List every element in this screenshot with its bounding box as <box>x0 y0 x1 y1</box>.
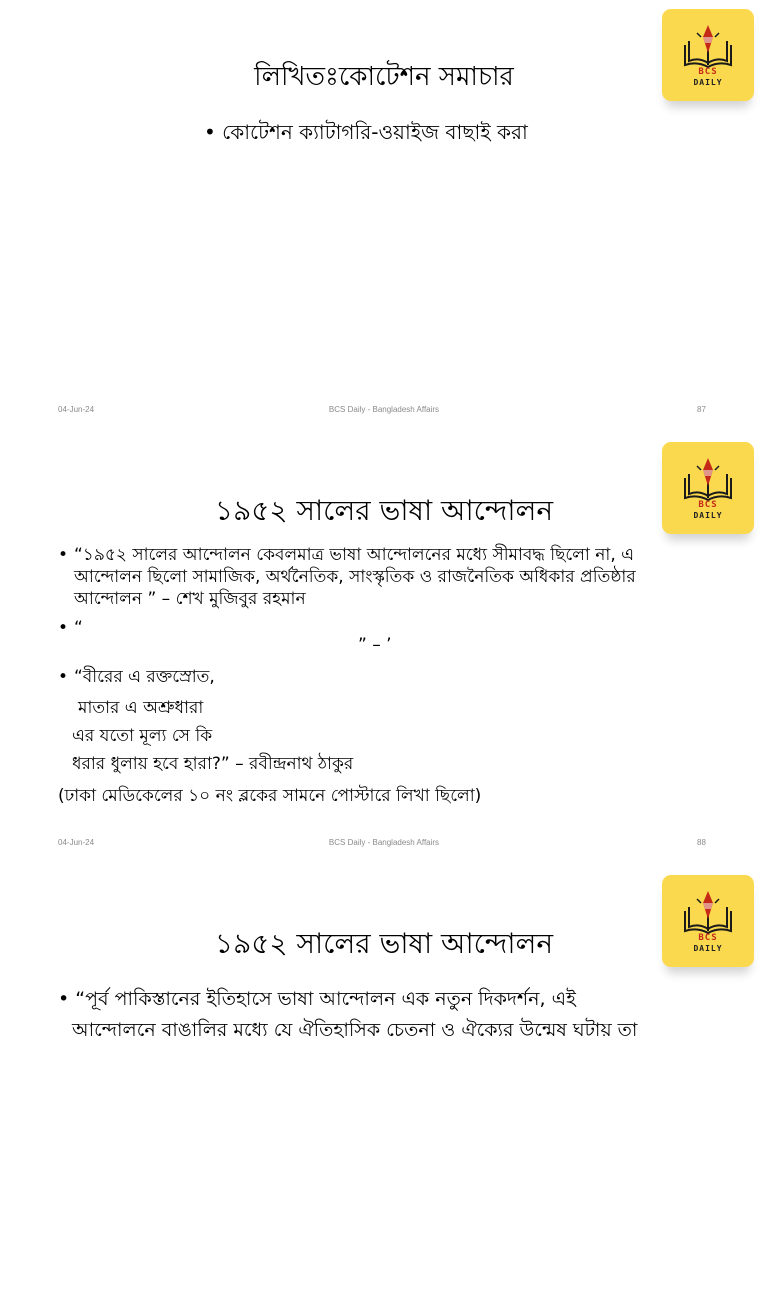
bullet-dot: • <box>58 545 69 565</box>
quote-text: “পূর্ব পাকিস্তানের ইতিহাসে ভাষা আন্দোলন এক নতুন দিকদর্শন, এই <box>75 988 576 1010</box>
slide-number: 87 <box>697 405 706 414</box>
quote-open-mark: “ <box>74 618 83 638</box>
bullet-dot: • <box>58 667 69 687</box>
poem-line: এর যতো মূল্য সে কি <box>72 726 213 746</box>
poem-line: ধরার ধুলায় হবে হারা?” – রবীন্দ্রনাথ ঠাকুর <box>72 754 354 774</box>
slide-title: ১৯৫২ সালের ভাষা আন্দোলন <box>214 494 554 527</box>
quote-line: আন্দোলন ছিলো সামাজিক, অর্থনৈতিক, সাংস্কৃতিক ও রাজনৈতিক অধিকার প্রতিষ্ঠার <box>74 567 636 587</box>
bullet-dot: • <box>58 618 69 638</box>
logo-text-bcs: BCS <box>698 500 718 510</box>
logo-text-bcs: BCS <box>698 67 718 77</box>
footer-date: 04-Jun-24 <box>58 405 95 414</box>
logo-text-daily: DAILY <box>693 78 723 87</box>
quote-line: আন্দোলনে বাঙালির মধ্যে যে ঐতিহাসিক চেতনা ও ঐক্যের উন্মেষ ঘটায় তা <box>72 1019 638 1041</box>
poem-line: মাতার এ অশ্রুধারা <box>78 698 204 718</box>
slide-number: 88 <box>697 838 706 847</box>
footer-date: 04-Jun-24 <box>58 838 95 847</box>
quote-close-mark: ” – ’ <box>358 635 392 655</box>
slide-87 <box>0 0 768 433</box>
footer-title: BCS Daily - Bangladesh Affairs <box>328 838 440 847</box>
slide-title: ১৯৫২ সালের ভাষা আন্দোলন <box>214 927 554 960</box>
quote-bullet-tagore <box>58 666 718 688</box>
bullet-item: • কোটেশন ক্যাটাগরি-ওয়াইজ বাছাই করা <box>204 120 528 144</box>
quote-line: “বীরের এ রক্তস্রোত, <box>74 667 215 687</box>
logo-text-bcs: BCS <box>698 933 718 943</box>
quote-line: আন্দোলন ” – শেখ মুজিবুর রহমান <box>74 589 306 609</box>
source-note: (ঢাকা মেডিকেলের ১০ নং ব্লকের সামনে পোস্টারে লিখা ছিলো) <box>58 786 482 806</box>
slide-title: লিখিতঃকোটেশন সমাচার <box>254 62 514 92</box>
quote-line: “১৯৫২ সালের আন্দোলন কেবলমাত্র ভাষা আন্দোলনের মধ্যে সীমাবদ্ধ ছিলো না, এ <box>74 545 635 565</box>
logo-text-daily: DAILY <box>693 944 723 953</box>
footer-title: BCS Daily - Bangladesh Affairs <box>328 405 440 414</box>
slide-89 <box>0 866 768 1299</box>
quote-bullet-mujib <box>58 544 718 610</box>
quote-line: • “পূর্ব পাকিস্তানের ইতিহাসে ভাষা আন্দোলন এক নতুন দিকদর্শন, এই <box>58 988 576 1010</box>
logo-text-daily: DAILY <box>693 511 723 520</box>
